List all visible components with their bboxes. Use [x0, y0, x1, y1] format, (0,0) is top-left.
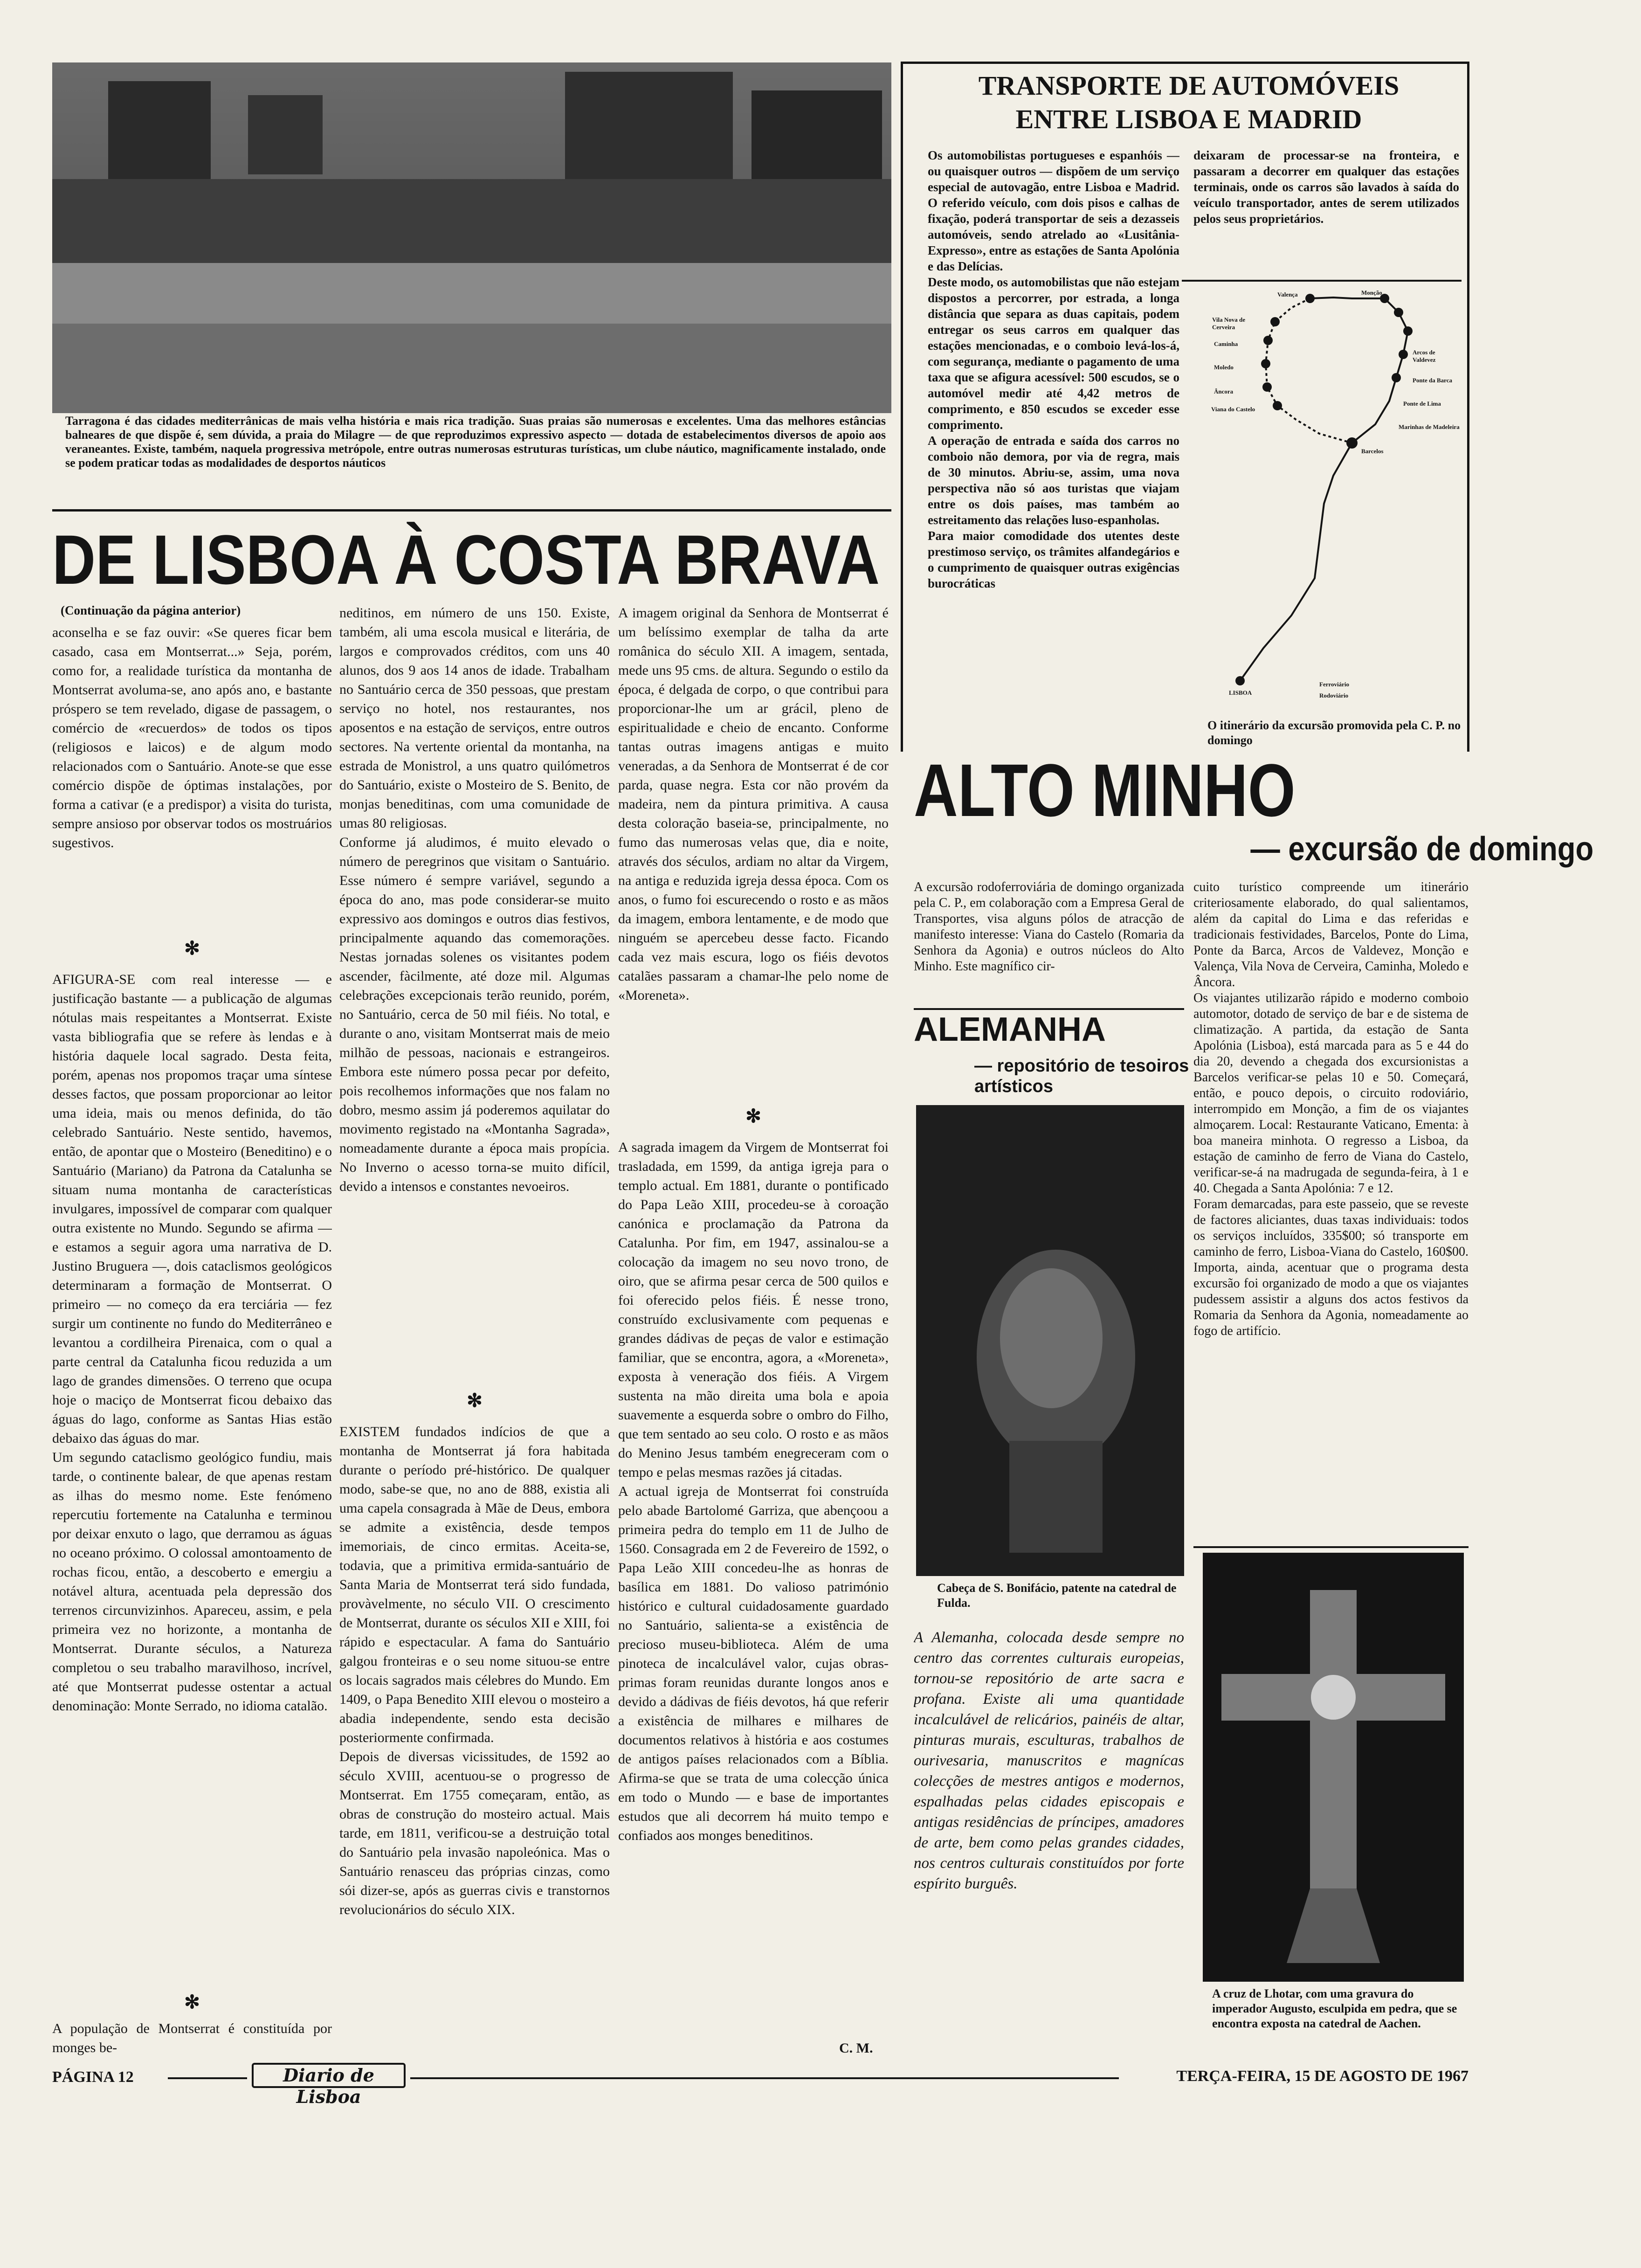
costa-brava-col1-c: A população de Montserrat é constituída por monges be-	[52, 2021, 332, 2055]
map-label: Barcelos	[1361, 448, 1384, 455]
alto-minho-col2: cuito turístico compreende um itinerário criteriosamente elaborado, do qual salientamos, além da capital do Lima e das referidas e tradicionais festividades, Barcelos, Ponte do Lima, Ponte da Barca, Arcos de Valdevez, Monção e Valença, Vila Nova de Cerveira, Caminha, Moledo e Âncora. Os viajantes utilizarão rápido e moderno comboio automotor, dotado de serviço de bar e de sistema de climatização. A partida, da estação de Santa Apolónia (Lisboa), está marcada para as 5 e 44 do dia 20, devendo a chegada dos excursionistas a Barcelos verificar-se pelas 10 e 50. Começará, então, e pouco depois, o circuito rodoviário, interrompido em Monção, a fim de os viajantes almoçarem. Local: Restaurante Vaticano, Ementa: à boa maneira minhota. O regresso a Lisboa, da estação de caminho de ferro de Viana do Castelo, verificar-se-á na madrugada de segunda-feira, à 1 e 40. Chegada a Santa Apolónia: 7 e 12. Foram demarcadas, para este passeio, que se reveste de factores aliciantes, duas taxas individuais: todos os serviços incluídos, 335$00; só transporte em caminho de ferro, Lisboa-Viana do Castelo, 160$00. Importa, ainda, acentuar que o programa desta excursão foi organizado de modo a que os viajantes pudessem assistir a alguns dos actos festivos da Romaria da Senhora da Agonia, nomeadamente ao fogo de artifício.	[1193, 880, 1469, 1338]
map-caption: O itinerário da excursão promovida pela C. P. no domingo	[1207, 719, 1461, 747]
transport-column-2: deixaram de processar-se na fronteira, e passaram a decorrer em qualquer das estações terminais, onde os carros são lavados à saída do veículo transportador, antes de serem utilizados pelos seus proprietários.	[1193, 148, 1459, 226]
continuation-note: (Continuação da página anterior)	[61, 603, 241, 617]
transport-title-line1: TRANSPORTE DE AUTOMÓVEIS	[978, 70, 1400, 101]
map-stop	[1394, 308, 1403, 317]
divider	[1193, 1546, 1469, 1548]
map-stop	[1261, 359, 1270, 368]
map-stop	[1392, 373, 1401, 382]
section-separator: ✻	[184, 1991, 200, 2012]
map-label: Viana do Castelo	[1211, 406, 1255, 413]
map-label: Monção	[1361, 289, 1382, 296]
transport-title-line2: ENTRE LISBOA E MADRID	[1015, 104, 1362, 134]
costa-brava-col3-b: A sagrada imagem da Virgem de Montserrat foi trasladada, em 1599, da antiga igreja para o templo actual. Em 1881, durante o pontificado do Papa Leão XIII, procedeu-se à coroação canónica e proclamação da Patrona da Catalunha. Por fim, em 1947, assinalou-se a colocação da imagem no seu novo trono, de oiro, que se afirma pesar cerca de 500 quilos e foi oferecido pelos fiéis. É nesse trono, construído exclusivamente com pequenas e grandes dádivas de peças de valor e estimação familiar, que se encontra, agora, a «Moreneta», exposta à veneração dos fiéis. A Virgem sustenta na mão direita uma bola e apoia suavemente a esquerda sobre o ombro do Filho, que tem sentado ao seu colo. O rosto e as mãos do Menino Jesus também enegreceram com o tempo e pelas mesmas razões já citadas. A actual igreja de Montserrat foi construída pelo abade Bartolomé Garriza, que abençoou a primeira pedra do templo em 11 de Julho de 1560. Consagrada em 2 de Fevereiro de 1592, o Papa Leão XIII concedeu-lhe as honras de basílica em 1881. Do valioso património histórico e cultural cuidadosamente guardado no Santuário, salienta-se a existência de precioso museu-biblioteca. Além de uma pinoteca de incalculável valor, cujas obras-primas foram reunidas durante longos anos e devido a dádivas de fiéis devotos, há que referir a existência de milhares e milhares de documentos relativos à história e aos costumes de antigos países relacionados com a Bíblia. Afirma-se que se trata de uma colecção única em todo o Mundo — e base de importantes estudos que ali decorrem há muito tempo e confiados aos monges beneditinos.	[618, 1140, 889, 1843]
st-boniface-caption: Cabeça de S. Bonifácio, patente na catedral de Fulda.	[937, 1581, 1177, 1610]
tarragona-photo-illustration	[52, 62, 891, 413]
costa-brava-col1-a: aconselha e se faz ouvir: «Se queres ficar bem casado, casa em Montserrat...» Seja, porém, como for, a realidade turística da montanha de Montserrat avoluma-se, ano após ano, e bastante próspero se tem revelado, digase de passagem, o comércio de «recuerdos» de todos os tipos (religiosos e laicos) e de algum modo relacionados com o Santuário. Anote-se que esse comércio dispõe de óptimas instalações, por forma a cativar (e a predispor) a visita do turista, sempre ansioso por observar todos os mostruários sugestivos.	[52, 625, 332, 850]
costa-brava-headline: DE LISBOA À COSTA BRAVA	[52, 520, 880, 599]
map-label: Vila Nova de Cerveira	[1212, 316, 1246, 331]
divider	[914, 1008, 1184, 1010]
route-line	[1240, 297, 1408, 681]
map-legend-label: Rodoviário	[1319, 692, 1349, 699]
map-stop	[1273, 401, 1282, 410]
divider	[52, 509, 891, 512]
author-signature: C. M.	[839, 2040, 873, 2056]
transport-column-1: Os automobilistas portugueses e espanhóis — ou quaisquer outros — dispõem de um serviço especial de autovagão, entre Lisboa e Madrid. O referido veículo, com dois pisos e calhas de fixação, poderá transportar de seis a dezasseis automóveis, sendo atrelado ao «Lusitânia-Expresso», entre as estações de Santa Apolónia e das Delícias. Deste modo, os automobilistas que não estejam dispostos a percorrer, por estrada, a longa distância que separa as duas capitais, podem entregar os seus carros em qualquer das estações mencionadas, e o comboio levá-los-á, com segurança, mediante o pagamento de uma taxa que se afigura acessível: 500 escudos, se o automóvel medir até 4,42 metros de comprimento, e 850 escudos se exceder esse comprimento. A operação de entrada e saída dos carros no comboio não demora, por via de regra, mais de 30 minutos. Abriu-se, assim, uma nova perspectiva não só aos turistas que viajam entre os dois países, mas também ao estreitamento das relações luso-espanholas. Para maior comodidade dos utentes deste prestimoso serviço, os trâmites alfandegários e o cumprimento de quaisquer outras exigências burocráticas	[928, 148, 1179, 590]
section-separator: ✻	[467, 1390, 483, 1411]
map-label: Moledo	[1214, 364, 1234, 371]
map-label: LISBOA	[1229, 689, 1252, 696]
map-label: Marinhas de Madeleira	[1399, 423, 1460, 430]
alemanha-subheadline: — repositório de tesoiros artísticos	[974, 1056, 1189, 1096]
issue-date: TERÇA-FEIRA, 15 DE AGOSTO DE 1967	[1176, 2067, 1469, 2085]
map-legend-label: Ferroviário	[1319, 681, 1350, 688]
alemanha-body: A Alemanha, colocada desde sempre no centro das correntes culturais europeias, tornou-se repositório de arte sacra e profana. Existe ali uma quantidade incalculável de relicários, painéis de altar, pinturas murais, esculturas, trabalhos de ourivesaria, manuscritos e magnícas colecções de mestres antigos e modernos, espalhadas pelas cidades episcopais e antigas residências de príncipes, amadores de arte, bem como pelas grandes cidades, nos centros culturais constituídos por forte espírito burguês.	[914, 1629, 1184, 1892]
map-label: Ponte da Barca	[1413, 377, 1452, 384]
section-separator: ✻	[184, 938, 200, 959]
lhotar-cross-photo	[1203, 1553, 1464, 1982]
costa-brava-col2-b: EXISTEM fundados indícios de que a montanha de Montserrat já fora habitada durante o período pré-histórico. De qualquer modo, sabe-se que, no ano de 888, existia ali uma capela consagrada à Mãe de Deus, embora se admite a existência, desde tempos imemoriais, de cinco ermitas. Aceita-se, todavia, que a primitiva ermida-santuário de Santa Maria de Montserrat terá sido fundada, provàvelmente, no século VII. O crescimento de Montserrat, durante os séculos XII e XIII, foi rápido e espectacular. A fama do Santuário galgou fronteiras e o seu nome situou-se entre os locais sagrados mais célebres do Mundo. Em 1409, o Papa Benedito XIII elevou o mosteiro a abadia independente, sendo esta decisão posteriormente confirmada. Depois de diversas vicissitudes, de 1592 ao século XVIII, acentuou-se o progresso de Montserrat. Em 1755 começaram, então, as obras de construção do mosteiro actual. Mais tarde, em 1811, verificou-se a destruição total do Santuário pela invasão napoleónica. Mas o Santuário renasceu das próprias cinzas, como sói dizer-se, após as guerras civis e transtornos revolucionários do século XIX.	[339, 1424, 610, 1917]
section-separator: ✻	[745, 1106, 761, 1127]
alemanha-headline: ALEMANHA	[914, 1011, 1106, 1048]
masthead-logo	[252, 2063, 406, 2107]
lhotar-cross-illustration	[1203, 1553, 1464, 1982]
map-stop	[1399, 350, 1408, 359]
map-stop	[1235, 676, 1245, 685]
page-number: PÁGINA 12	[52, 2068, 134, 2086]
map-label: Caminha	[1214, 340, 1238, 347]
map-stop	[1263, 336, 1273, 345]
divider	[410, 2077, 1119, 2079]
st-boniface-photo	[916, 1105, 1184, 1576]
costa-brava-col2-a: neditinos, em número de uns 150. Existe, também, ali uma escola musical e literária, de largos e comprovados créditos, com uns 40 alunos, dos 9 aos 14 anos de idade. Trabalham no Santuário cerca de 350 pessoas, que prestam serviço no hotel, nos restaurantes, nos aposentos e na estação de serviços, entre outros sectores. Na vertente oriental da montanha, na estrada de Monistrol, a uns quatro quilómetros do Santuário, existe o Mosteiro de S. Benito, de monjas beneditinas, com uma comunidade de umas 80 religiosas. Conforme já aludimos, é muito elevado o número de peregrinos que visitam o Santuário. Esse número é sempre variável, segundo a época do ano, mas pode considerar-se muito expressivo aos domingos e outros dias festivos, principalmente aquando das comemorações. Nestas jornadas solenes os visitantes podem ascender, fàcilmente, até doze mil. Algumas celebrações excepcionais terão reunido, porém, no Santuário, cerca de 50 mil fiéis. No total, e durante o ano, visitam Montserrat mais de meio milhão de pessoas, nacionais e estrangeiros. Embora este número possa pecar por defeito, pois recolhemos informações que nos falam no dobro, mesmo assim já poderemos aquilatar do movimento registado na «Montanha Sagrada», nomeadamente durante a época mais propícia. No Inverno o acesso torna-se muito difícil, devido a intensos e constantes nevoeiros.	[339, 605, 610, 1194]
map-stop	[1270, 317, 1280, 326]
map-label: Ponte de Lima	[1403, 400, 1441, 407]
tarragona-beach-photo	[52, 62, 891, 413]
divider	[168, 2077, 247, 2079]
map-stop	[1262, 382, 1272, 392]
tarragona-photo-caption: Tarragona é das cidades mediterrânicas de mais velha história e mais rica tradição. Suas praias são numerosas e excelentes. Uma das melhores estâncias balneares de que dispõe é, sem dúvida, a praia do Milagre — de que reproduzimos expressivo aspecto — dotada de estabelecimentos diversos de apoio aos veraneantes. Existe, também, naquela progressiva metrópole, entre outras numerosas estruturas turísticas, um clube náutico, magnificamente instalado, onde se podem praticar todas as modalidades de desportos náuticos	[65, 414, 886, 470]
map-stop	[1346, 437, 1358, 449]
st-boniface-photo-illustration	[916, 1105, 1184, 1576]
alto-minho-headline: ALTO MINHO	[914, 748, 1296, 832]
map-label: Valença	[1277, 291, 1298, 298]
costa-brava-col1-b: AFIGURA-SE com real interesse — e justificação bastante — a publicação de algumas nótulas mais respeitantes a Montserrat. Existe vasta bibliografia que se refere às lendas e à história daquele local sagrado. Desta feita, porém, apenas nos propomos traçar uma síntese desses factos, que possam proporcionar ao leitor uma ideia, mais ou menos definida, do tão celebrado Santuário. Neste sentido, havemos, então, de apontar que o Mosteiro (Beneditino) e o Santuário (Mariano) da Patrona da Catalunha se situam numa montanha de características invulgares, impossível de comparar com qualquer outra existente no Mundo. Segundo se afirma — e estamos a seguir agora uma narrativa de D. Justino Bruguera —, dois cataclismos geológicos determinaram a formação de Montserrat. O primeiro — no começo da era terciária — fez surgir um continente no fundo do Mediterrâneo e levantou a cordilheira Pirenaica, com o qual a parte central da Catalunha ficou reduzida a um lago de grandes dimensões. O terreno que ocupa hoje o maciço de Montserrat ficou debaixo das águas do lago, conforme as Santas Hias estão debaixo das águas do mar. Um segundo cataclismo geológico fundiu, mais tarde, o continente balear, de que apenas restam as ilhas do mesmo nome. Este fenómeno repercutiu fortemente na Catalunha e terminou por deixar enxuto o lago, que derramou as águas no oceano próximo. O colossal amontoamento de rochas ficou, então, a descoberto e emergiu a notável altura, acentuada pela depressão dos terrenos circunvizinhos. Apareceu, assim, e pela primeira vez no horizonte, a montanha de Montserrat. Durante séculos, a Natureza completou o seu trabalho maravilhoso, incrível, até que Montserrat pudesse ostentar a actual denominação: Monte Serrado, no idioma catalão.	[52, 972, 332, 1714]
lhotar-cross-caption: A cruz de Lhotar, com uma gravura do imperador Augusto, esculpida em pedra, que se encontra exposta na catedral de Aachen.	[1212, 1987, 1457, 2030]
map-label: Âncora	[1214, 388, 1234, 395]
alto-minho-col1: A excursão rodoferroviária de domingo organizada pela C. P., em colaboração com a Empresa Geral de Transportes, visa alguns pólos de atracção de manifesto interesse: Viana do Castelo (Romaria da Senhora da Agonia) e outros núcleos do Alto Minho. Este magnífico cir-	[914, 880, 1184, 974]
map-stop	[1305, 294, 1315, 303]
alto-minho-subheadline: — excursão de domingo	[1250, 830, 1594, 868]
map-stop	[1403, 326, 1413, 336]
map-label: Arcos de Valdevez	[1413, 349, 1436, 363]
costa-brava-col3-a: A imagem original da Senhora de Montserrat é um belíssimo exemplar de talha da arte românica do século XII. A imagem, sentada, mede uns 95 cms. de altura. Segundo o estilo da época, é delgada de corpo, o que contribui para proporcionar-lhe um ar grácil, pleno de espiritualidade e cheio de encanto. Conforme tantas outras imagens antigas e muito veneradas, a da Senhora de Montserrat é de cor parda, quase negra. Esta cor não provém da madeira, nem da pintura primitiva. A causa desta coloração baseia-se, principalmente, no fumo das numerosas velas que, dia e noite, através dos séculos, ardiam no altar da Virgem, na antiga e reduzida igreja dessa época. Com os anos, o fumo foi escurecendo o rosto e as mãos da imagem, embora lentamente, e de modo que ninguém se apercebeu desse facto. Ficando cada vez mais escura, logo os fiéis devotos catalães passaram a chamar-lhe pelo nome de «Moreneta».	[618, 605, 889, 1003]
masthead-text: Diario de Lisboa	[283, 2065, 374, 2107]
